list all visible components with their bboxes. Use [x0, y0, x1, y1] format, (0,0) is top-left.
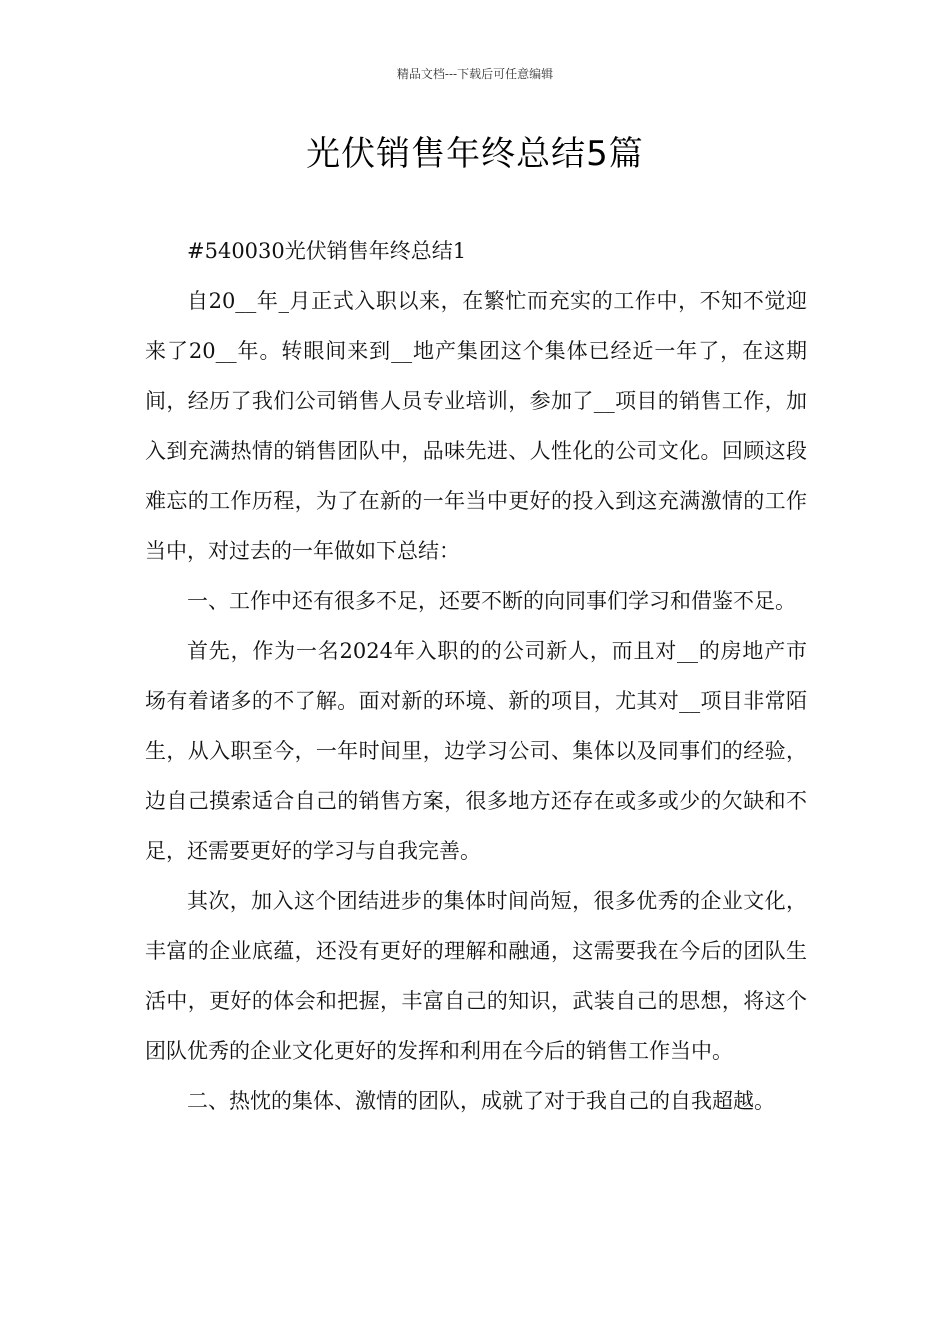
- page-title: 光伏销售年终总结5篇: [306, 134, 644, 174]
- paragraph: 一、工作中还有很多不足，还要不断的向同事们学习和借鉴不足。: [187, 589, 796, 613]
- paragraph: 二、热忱的集体、激情的团队，成就了对于我自己的自我超越。: [187, 1089, 775, 1113]
- header-note: 精品文档---下载后可任意编辑: [396, 67, 554, 81]
- paragraph: 首先，作为一名2024年入职的的公司新人，而且对__的房地产市场有着诸多的不了解。面对新的环境、新的项目，尤其对__项目非常陌生，从入职至今，一年时间里，边学习公司、集体以及同事们的经验，边自己摸索适合自己的销售方案，很多地方还存在或多或少的欠缺和不足，还需要更好的学习与自我完善。: [145, 639, 807, 863]
- paragraph: 自20__年_月正式入职以来，在繁忙而充实的工作中，不知不觉迎来了20__年。转眼间来到__地产集团这个集体已经近一年了，在这期间，经历了我们公司销售人员专业培训，参加了__项目的销售工作，加入到充满热情的销售团队中，品味先进、人性化的公司文化。回顾这段难忘的工作历程，为了在新的一年当中更好的投入到这充满激情的工作当中，对过去的一年做如下总结：: [145, 289, 807, 563]
- paragraph: 其次，加入这个团结进步的集体时间尚短，很多优秀的企业文化，丰富的企业底蕴，还没有更好的理解和融通，这需要我在今后的团队生活中，更好的体会和把握，丰富自己的知识，武装自己的思想，将这个团队优秀的企业文化更好的发挥和利用在今后的销售工作当中。: [145, 889, 807, 1063]
- section-heading: #540030光伏销售年终总结1: [187, 239, 467, 263]
- document-body: [145, 226, 807, 1126]
